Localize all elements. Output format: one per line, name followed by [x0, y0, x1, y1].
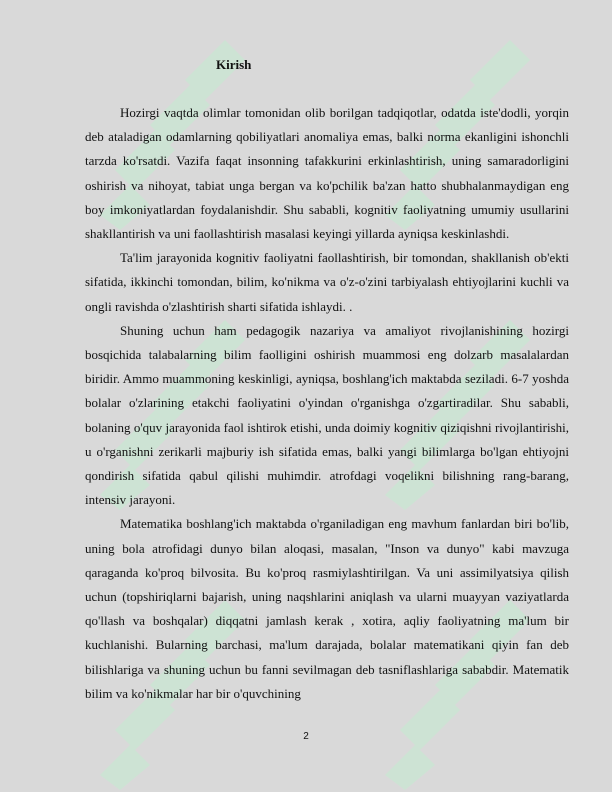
paragraph-pedagogy: Shuning uchun ham pedagogik nazariya va amaliyot rivojlanishining hozirgi bosqichida talabalarning bilim faolligini oshirish muammosi eng dolzarb masalalardan biridir. Ammo muammoning keskinligi, ayniqsa, boshlang'ich maktabda seziladi. 6-7 yoshda bolalar o'zlarining etakchi faoliyatini o'yindan o'rganishga o'zgartiradilar. Shu sababli, bolaning o'quv jarayonida faol ishtirok etishi, unda doimiy kognitiv qiziqishni rivojlantirishi, u o'rganishni zerikarli majburiy ish sifatida emas, balki yangi bilimlarga bo'lgan ehtiyojni qondirish sifatida qabul qilishi muhimdir. atrofdagi voqelikni bilishning rang-barang, intensiv jarayoni. — [85, 322, 569, 508]
page-number: 2 — [303, 731, 309, 742]
document-body — [85, 101, 569, 706]
paragraph-learning: Ta'lim jarayonida kognitiv faoliyatni faollashtirish, bir tomondan, shakllanish ob'ekti sifatida, ikkinchi tomondan, bilim, ko'nikma va o'z-o'zini tarbiyalash ehtiyojlarini kuchli va ongli ravishda o'zlashtirish sharti sifatida ishlaydi. . — [85, 250, 569, 314]
paragraph-mathematics: Matematika boshlang'ich maktabda o'rganiladigan eng mavhum fanlardan biri bo'lib, uning bola atrofidagi dunyo bilan aloqasi, masalan, "Inson va dunyo" kabi mavzuga qaraganda ko'proq bilvosita. Bu ko'proq rasmiylashtirilgan. Va uni assimilyatsiya qilish uchun (topshiriqlarni bajarish, uning naqshlarini aniqlash va ularni muayyan vaziyatlarda qo'llash va boshqalar) diqqatni jamlash kerak , xotira, aqliy faoliyatning ma'lum bir kuchlanishi. Bularning barchasi, ma'lum darajada, bolalar matematikani qiyin fan deb bilishlariga va shuning uchun bu fanni sevilmagan deb tasniflashlariga sababdir. Matematik bilim va ko'nikmalar har bir o'quvchining — [85, 516, 569, 701]
page-heading: Kirish — [216, 57, 252, 72]
paragraph-intro: Hozirgi vaqtda olimlar tomonidan olib borilgan tadqiqotlar, odatda iste'dodli, yorqin deb ataladigan odamlarning qobiliyatlari anomaliya emas, balki norma ekanligini ishonchli tarzda ko'rsatdi. Vazifa faqat insonning tafakkurini erkinlashtirish, uning samaradorligini oshirish va nihoyat, tabiat unga bergan va ko'pchilik ba'zan hatto shubhalanmaydigan eng boy imkoniyatlardan foydalanishdir. Shu sababli, kognitiv faoliyatning umumiy usullarini shakllantirish va uni faollashtirish masalasi keyingi yillarda ayniqsa keskinlashdi. — [85, 105, 569, 242]
